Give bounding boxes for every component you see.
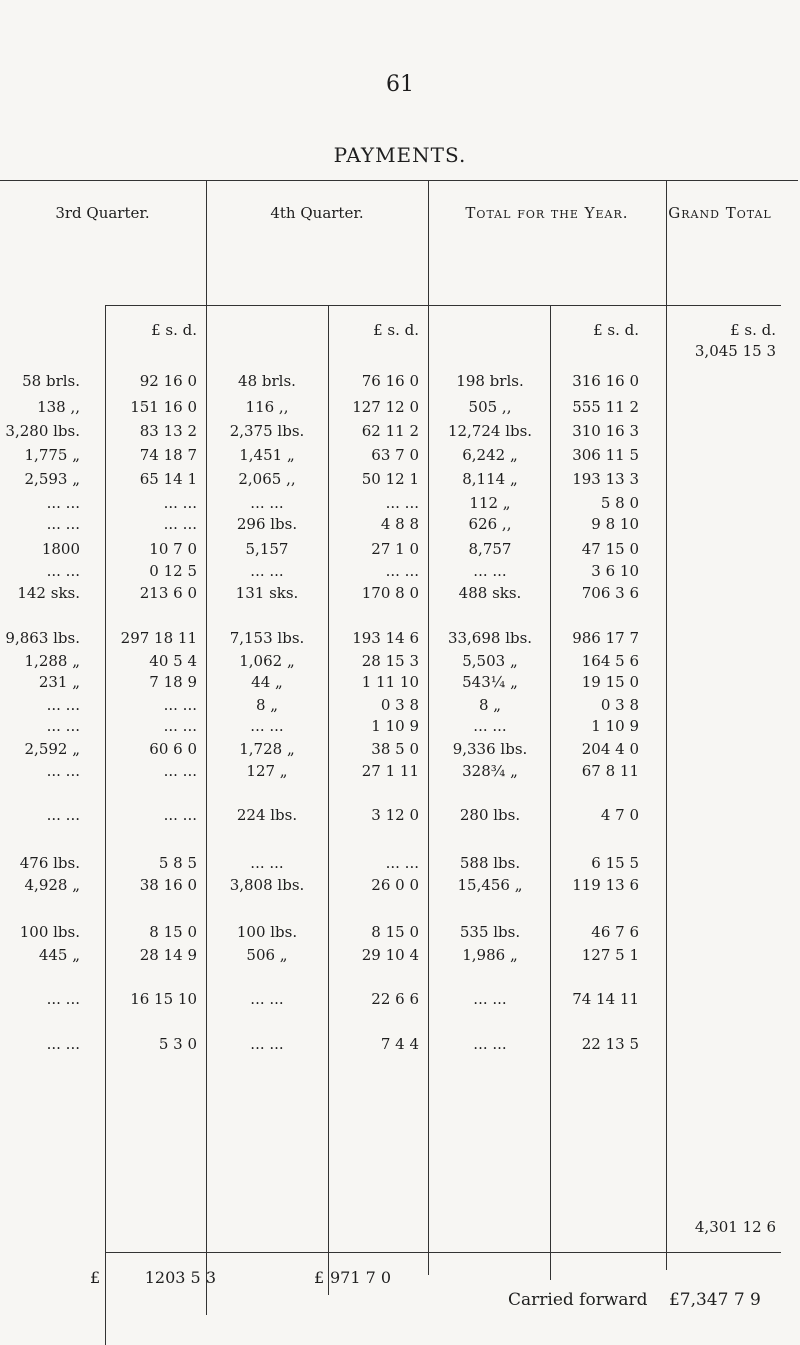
q3-quantity: 1,775 „ <box>24 446 80 464</box>
q3-quantity: ... ... <box>46 762 80 780</box>
q4-quantity: 296 lbs. <box>236 515 298 533</box>
q4-amount: 22 6 6 <box>371 990 419 1008</box>
currency-header-q3: £ s. d. <box>151 321 197 339</box>
q4-quantity: 3,808 lbs. <box>229 876 305 894</box>
header-4th-quarter: 4th Quarter. <box>270 204 364 222</box>
total-amount: 204 4 0 <box>581 740 639 758</box>
q3-amount: 74 18 7 <box>139 446 197 464</box>
q3-amount: 28 14 9 <box>139 946 197 964</box>
q4-quantity: 1,451 „ <box>239 446 295 464</box>
q4-quantity: 131 sks. <box>235 584 299 602</box>
currency-header-q4: £ s. d. <box>373 321 419 339</box>
q4-amount: 0 3 8 <box>380 696 419 714</box>
q3-quantity: 3,280 lbs. <box>5 422 80 440</box>
total-amount: 1 10 9 <box>591 717 639 735</box>
q4-amount: 7 4 4 <box>380 1035 419 1053</box>
q4-quantity: 1,062 „ <box>239 652 295 670</box>
total-amount: 47 15 0 <box>581 540 639 558</box>
q3-quantity: ... ... <box>46 696 80 714</box>
q3-amount: 151 16 0 <box>130 398 197 416</box>
total-quantity: ... ... <box>473 562 507 580</box>
total-quantity: 543¼ „ <box>462 673 518 691</box>
total-quantity: 6,242 „ <box>462 446 518 464</box>
q4-quantity: 2,065 ,, <box>238 470 296 488</box>
q3-quantity: ... ... <box>46 806 80 824</box>
total-quantity: 328¾ „ <box>462 762 518 780</box>
col-rule-grand <box>666 180 667 1270</box>
q4-quantity: 2,375 lbs. <box>229 422 305 440</box>
q3-quantity: 58 brls. <box>22 372 80 390</box>
q4-quantity: 7,153 lbs. <box>229 629 305 647</box>
q4-total: 971 7 0 <box>330 1268 392 1287</box>
q3-amount: ... ... <box>163 806 197 824</box>
q4-quantity: 8 „ <box>255 696 279 714</box>
q3-quantity: 100 lbs. <box>19 923 80 941</box>
q3-amount: ... ... <box>163 696 197 714</box>
q3-quantity: 476 lbs. <box>19 854 80 872</box>
q3-quantity: 445 „ <box>38 946 80 964</box>
q3-amount: 38 16 0 <box>139 876 197 894</box>
q3-quantity: ... ... <box>46 717 80 735</box>
total-quantity: 626 ,, <box>468 515 512 533</box>
q4-amount: 50 12 1 <box>361 470 419 488</box>
q3-quantity: 1800 <box>41 540 80 558</box>
q4-quantity: 1,728 „ <box>239 740 295 758</box>
currency-header-grand: £ s. d. <box>730 321 776 339</box>
total-quantity: ... ... <box>473 990 507 1008</box>
total-amount: 119 13 6 <box>572 876 639 894</box>
total-amount: 6 15 5 <box>591 854 639 872</box>
q4-amount: 1 11 10 <box>361 673 419 691</box>
q3-amount: 40 5 4 <box>149 652 197 670</box>
q3-amount: 0 12 5 <box>149 562 197 580</box>
total-amount: 4 7 0 <box>600 806 639 824</box>
q4-amount: 28 15 3 <box>361 652 419 670</box>
total-quantity: 33,698 lbs. <box>447 629 533 647</box>
q3-amount: 65 14 1 <box>139 470 197 488</box>
q4-quantity: ... ... <box>250 1035 284 1053</box>
q4-quantity: 100 lbs. <box>236 923 298 941</box>
q3-quantity: ... ... <box>46 990 80 1008</box>
total-quantity: 5,503 „ <box>462 652 518 670</box>
q3-quantity: ... ... <box>46 494 80 512</box>
total-amount: 46 7 6 <box>591 923 639 941</box>
total-quantity: 280 lbs. <box>459 806 521 824</box>
q3-amount: 92 16 0 <box>139 372 197 390</box>
q4-amount: 62 11 2 <box>361 422 419 440</box>
q4-amount: 3 12 0 <box>371 806 419 824</box>
total-amount: 555 11 2 <box>572 398 639 416</box>
q4-quantity: ... ... <box>250 990 284 1008</box>
q4-amount: 8 15 0 <box>371 923 419 941</box>
total-amount: 19 15 0 <box>581 673 639 691</box>
total-quantity: 505 ,, <box>468 398 512 416</box>
q4-amount: 27 1 0 <box>371 540 419 558</box>
q3-quantity: 9,863 lbs. <box>5 629 80 647</box>
total-quantity: 9,336 lbs. <box>452 740 528 758</box>
header-3rd-quarter: 3rd Quarter. <box>55 204 150 222</box>
q3-quantity: 231 „ <box>38 673 80 691</box>
q3-amount: 7 18 9 <box>149 673 197 691</box>
q4-quantity: 44 „ <box>251 673 283 691</box>
total-quantity: 8 „ <box>478 696 502 714</box>
q4-amount: 27 1 11 <box>361 762 419 780</box>
total-quantity: ... ... <box>473 717 507 735</box>
total-quantity: 1,986 „ <box>462 946 518 964</box>
q3-amount: ... ... <box>163 494 197 512</box>
total-amount: 306 11 5 <box>572 446 639 464</box>
q4-amount: 63 7 0 <box>371 446 419 464</box>
q4-quantity: ... ... <box>250 494 284 512</box>
q4-amount: 76 16 0 <box>361 372 419 390</box>
q3-amount: 5 8 5 <box>158 854 197 872</box>
q3-amount: 297 18 11 <box>120 629 197 647</box>
q3-quantity: ... ... <box>46 515 80 533</box>
q4-amount: 170 8 0 <box>361 584 419 602</box>
total-amount: 127 5 1 <box>581 946 639 964</box>
total-amount: 5 8 0 <box>600 494 639 512</box>
q4-amount: 193 14 6 <box>352 629 419 647</box>
col-rule-q3-amount <box>105 305 106 1345</box>
grand-total-first: 3,045 15 3 <box>694 342 776 360</box>
q3-quantity: ... ... <box>46 1035 80 1053</box>
q4-amount: 1 10 9 <box>371 717 419 735</box>
q3-quantity: 1,288 „ <box>24 652 80 670</box>
q3-quantity: 138 ,, <box>37 398 80 416</box>
q3-amount: 10 7 0 <box>149 540 197 558</box>
header-top-rule <box>0 180 798 181</box>
total-amount: 3 6 10 <box>591 562 639 580</box>
header-total-for-year: Total for the Year. <box>465 204 629 222</box>
total-amount: 67 8 11 <box>581 762 639 780</box>
total-amount: 193 13 3 <box>572 470 639 488</box>
q4-amount: 38 5 0 <box>371 740 419 758</box>
q4-quantity: ... ... <box>250 717 284 735</box>
q3-amount: ... ... <box>163 717 197 735</box>
q3-amount: 60 6 0 <box>149 740 197 758</box>
q4-quantity: 116 ,, <box>245 398 289 416</box>
q4-quantity: 506 „ <box>246 946 288 964</box>
q3-amount: ... ... <box>163 515 197 533</box>
total-quantity: 15,456 „ <box>457 876 523 894</box>
q3-amount: 83 13 2 <box>139 422 197 440</box>
q3-quantity: 2,592 „ <box>24 740 80 758</box>
q3-total: 1203 5 3 <box>144 1268 216 1287</box>
q4-amount: ... ... <box>385 562 419 580</box>
q3-amount: 8 15 0 <box>149 923 197 941</box>
total-quantity: 198 brls. <box>456 372 524 390</box>
carried-forward <box>508 1290 761 1310</box>
total-quantity: 588 lbs. <box>459 854 521 872</box>
total-quantity: 8,114 „ <box>462 470 518 488</box>
total-quantity: 535 lbs. <box>459 923 521 941</box>
total-amount: 164 5 6 <box>581 652 639 670</box>
total-quantity: 112 „ <box>469 494 511 512</box>
total-amount: 9 8 10 <box>591 515 639 533</box>
q4-quantity: 224 lbs. <box>236 806 298 824</box>
q3-amount: ... ... <box>163 762 197 780</box>
header-grand-total: Grand Total <box>668 204 772 222</box>
q3-quantity: 4,928 „ <box>24 876 80 894</box>
total-amount: 22 13 5 <box>581 1035 639 1053</box>
total-amount: 310 16 3 <box>572 422 639 440</box>
q4-amount: 127 12 0 <box>352 398 419 416</box>
q4-amount: 26 0 0 <box>371 876 419 894</box>
q4-amount: 29 10 4 <box>361 946 419 964</box>
q3-quantity: ... ... <box>46 562 80 580</box>
q4-quantity: 127 „ <box>246 762 288 780</box>
total-amount: 316 16 0 <box>572 372 639 390</box>
total-quantity: 8,757 <box>468 540 512 558</box>
total-quantity: 12,724 lbs. <box>447 422 533 440</box>
carried-forward-amount: £7,347 7 9 <box>668 1290 761 1310</box>
q3-amount: 213 6 0 <box>139 584 197 602</box>
q4-quantity: 5,157 <box>245 540 289 558</box>
q3-amount: 5 3 0 <box>158 1035 197 1053</box>
q4-quantity: ... ... <box>250 562 284 580</box>
q4-amount: ... ... <box>385 854 419 872</box>
total-amount: 706 3 6 <box>581 584 639 602</box>
q4-amount: 4 8 8 <box>380 515 419 533</box>
page-number: 61 <box>386 72 414 97</box>
q3-quantity: 2,593 „ <box>24 470 80 488</box>
carried-forward-label: Carried forward <box>508 1290 648 1310</box>
q4-quantity: ... ... <box>250 854 284 872</box>
page-title: PAYMENTS. <box>333 143 467 167</box>
total-quantity: 488 sks. <box>458 584 522 602</box>
grand-total-second: 4,301 12 6 <box>694 1218 776 1236</box>
q4-amount: ... ... <box>385 494 419 512</box>
q4-quantity: 48 brls. <box>238 372 296 390</box>
q4-total-symbol: £ <box>314 1268 325 1287</box>
total-amount: 986 17 7 <box>572 629 639 647</box>
total-amount: 0 3 8 <box>600 696 639 714</box>
currency-header-total: £ s. d. <box>593 321 639 339</box>
q3-amount: 16 15 10 <box>130 990 197 1008</box>
total-quantity: ... ... <box>473 1035 507 1053</box>
total-amount: 74 14 11 <box>572 990 639 1008</box>
q3-total-symbol: £ <box>90 1268 101 1287</box>
q3-quantity: 142 sks. <box>17 584 80 602</box>
